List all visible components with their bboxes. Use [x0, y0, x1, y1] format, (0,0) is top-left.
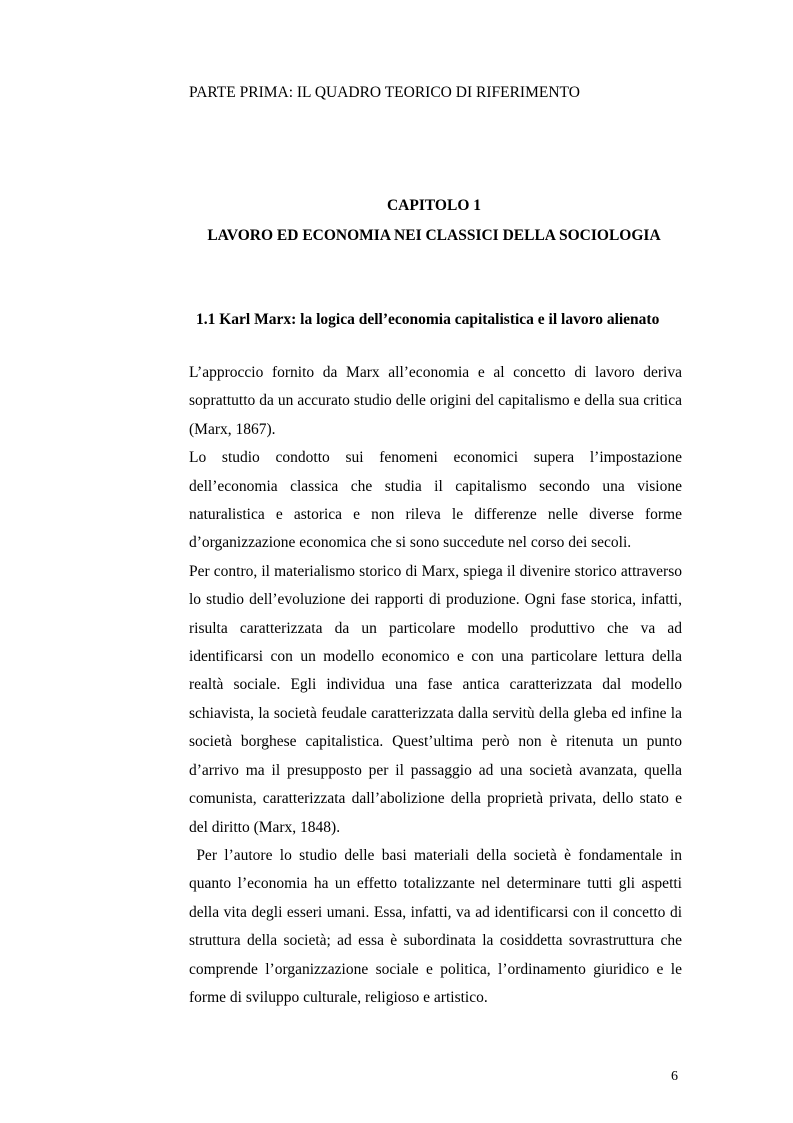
paragraph: Per l’autore lo studio delle basi materiali della società è fondamentale in quanto l’economia ha un effetto totalizzante nel determinare tutti gli aspetti della vita degli esseri umani. Essa, infatti, va ad identificarsi con il concetto di struttura della società; ad essa è subordinata la cosiddetta sovrastruttura che comprende l’organizzazione sociale e politica, l’ordinamento giuridico e le forme di sviluppo culturale, religioso e artistico. [189, 846, 686, 1006]
body-text [189, 359, 686, 1012]
page-number: 6 [671, 1069, 678, 1084]
chapter-title: LAVORO ED ECONOMIA NEI CLASSICI DELLA SOCIOLOGIA [207, 227, 661, 244]
section-title: 1.1 Karl Marx: la logica dell’economia capitalistica e il lavoro alienato [196, 311, 660, 328]
paragraph: L’approccio fornito da Marx all’economia e al concetto di lavoro deriva soprattutto da un accurato studio delle origini del capitalismo e della sua critica (Marx, 1867). [189, 364, 682, 438]
paragraph: Per contro, il materialismo storico di Marx, spiega il divenire storico attraverso lo studio dell’evoluzione dei rapporti di produzione. Ogni fase storica, infatti, risulta caratterizzata da un particolare modello produttivo che va ad identificarsi con un modello economico e con una particolare lettura della realtà sociale. Egli individua una fase antica caratterizzata dal modello schiavista, la società feudale caratterizzata dalla servitù della gleba ed infine la società borghese capitalistica. Quest’ultima però non è ritenuta un punto d’arrivo ma il presupposto per il passaggio ad una società avanzata, quella comunista, caratterizzata dall’abolizione della proprietà privata, dello stato e del diritto (Marx, 1848). [189, 562, 682, 836]
paragraph: Lo studio condotto sui fenomeni economici supera l’impostazione dell’economia classica che studia il capitalismo secondo una visione naturalistica e astorica e non rileva le differenze nelle diverse forme d’organizzazione economica che si sono succedute nel corso dei secoli. [189, 449, 682, 552]
part-title: PARTE PRIMA: IL QUADRO TEORICO DI RIFERIMENTO [189, 84, 580, 101]
chapter-number: CAPITOLO 1 [386, 197, 482, 214]
